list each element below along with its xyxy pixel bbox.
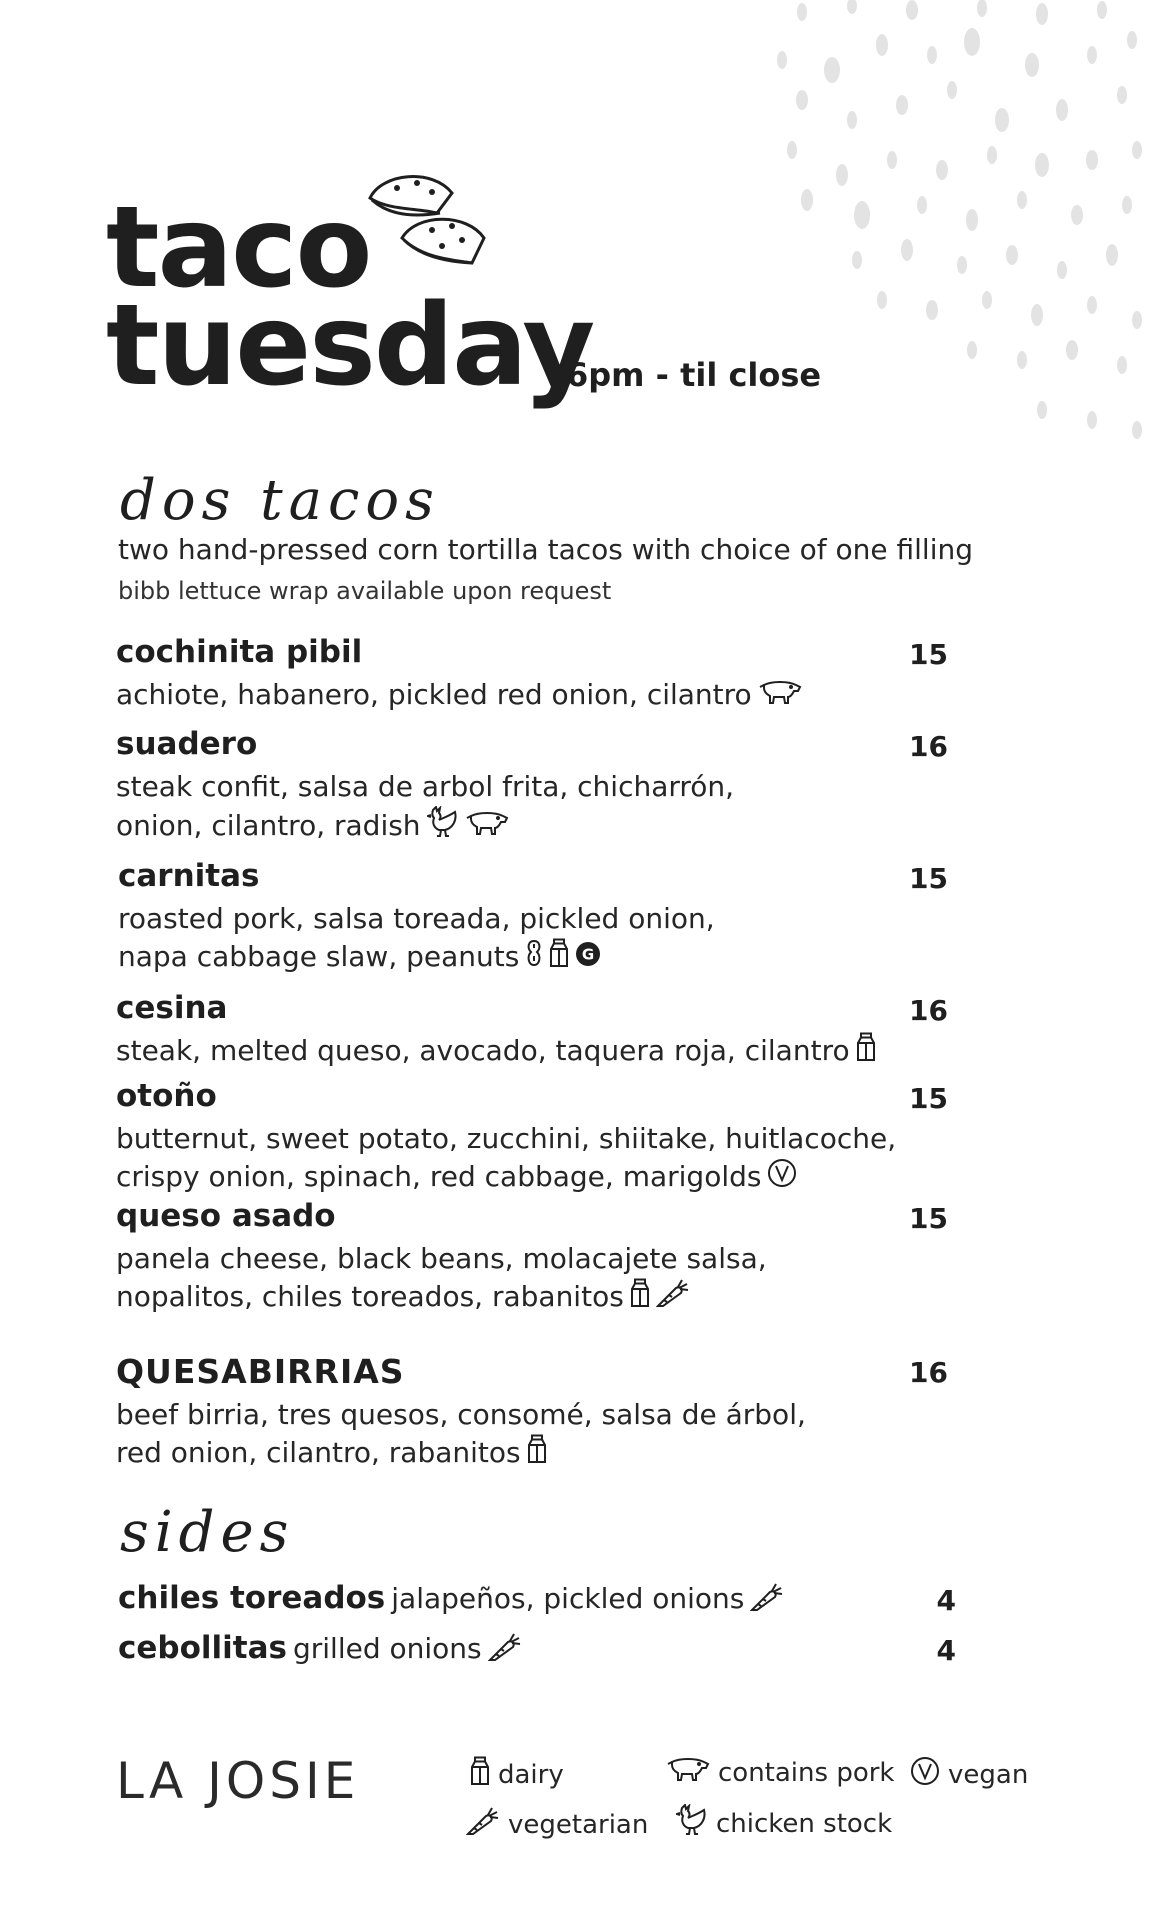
menu-item-price: 15 — [909, 1202, 948, 1235]
description-line — [116, 806, 916, 848]
section-heading-dos-tacos: dos tacos — [120, 468, 440, 533]
description-text: red onion, cilantro, rabanitos — [116, 1436, 521, 1469]
section-heading-sides: sides — [120, 1500, 295, 1565]
menu-item-name: suadero — [116, 726, 258, 762]
milk-icon — [856, 1032, 876, 1072]
legend-vegetarian-label: vegetarian — [508, 1809, 649, 1840]
description-text: butternut, sweet potato, zucchini, shiitake, huitlacoche, — [116, 1122, 897, 1155]
vegan-icon — [910, 1756, 940, 1793]
peanut-icon — [525, 939, 543, 977]
milk-icon — [470, 1756, 490, 1793]
side-item — [118, 1630, 522, 1669]
description-line — [116, 1240, 916, 1278]
description-line — [116, 1158, 916, 1198]
side-item-price: 4 — [936, 1634, 956, 1667]
description-text: achiote, habanero, pickled red onion, cilantro — [116, 678, 752, 711]
side-item-description: grilled onions — [292, 1632, 482, 1665]
carrot-icon — [488, 1632, 522, 1669]
menu-item-name: cochinita pibil — [116, 634, 363, 670]
quesabirrias-name: QUESABIRRIAS — [116, 1352, 405, 1391]
description-text: beef birria, tres quesos, consomé, salsa de árbol, — [116, 1398, 806, 1431]
vegan-icon — [767, 1158, 797, 1198]
g-badge-icon — [575, 939, 601, 977]
description-line — [116, 1120, 916, 1158]
side-item-name: chiles toreados — [118, 1580, 386, 1616]
legend-chicken-label: chicken stock — [716, 1808, 893, 1839]
milk-icon — [527, 1434, 547, 1474]
description-text: onion, cilantro, radish — [116, 809, 421, 842]
description-line — [118, 938, 918, 978]
pig-icon — [758, 677, 802, 715]
side-item — [118, 1580, 784, 1619]
tacos-note: bibb lettuce wrap available upon request — [118, 577, 612, 605]
menu-item-description — [118, 900, 918, 978]
menu-item-description — [116, 1240, 916, 1318]
description-line — [116, 1032, 916, 1072]
quesabirrias-price: 16 — [909, 1356, 948, 1389]
side-item-price: 4 — [936, 1584, 956, 1617]
menu-item-name: queso asado — [116, 1198, 336, 1234]
title-line-taco: taco — [106, 183, 371, 313]
menu-item-description — [116, 1032, 916, 1072]
menu-item-description — [116, 676, 916, 715]
description-line — [116, 768, 916, 806]
menu-item-description — [116, 768, 916, 848]
description-text: panela cheese, black beans, molacajete salsa, — [116, 1242, 767, 1275]
chicken-icon — [427, 806, 459, 848]
legend-vegan — [910, 1756, 1028, 1793]
legend-dairy — [470, 1756, 564, 1793]
pig-icon — [465, 808, 509, 846]
taco-illustration-icon — [362, 168, 492, 276]
menu-item-name: otoño — [116, 1078, 217, 1114]
description-text: crispy onion, spinach, red cabbage, marigolds — [116, 1160, 762, 1193]
description-line — [118, 900, 918, 938]
legend-dairy-label: dairy — [498, 1759, 564, 1790]
menu-item-description — [116, 1120, 916, 1198]
milk-icon — [549, 938, 569, 978]
hours-text: 6pm - til close — [566, 356, 822, 394]
carrot-icon — [656, 1278, 690, 1318]
dot-pattern-decoration — [682, 0, 1152, 470]
description-text: roasted pork, salsa toreada, pickled onion, — [118, 902, 715, 935]
menu-item-price: 16 — [909, 730, 948, 763]
menu-item-price: 16 — [909, 994, 948, 1027]
side-item-name: cebollitas — [118, 1630, 287, 1666]
menu-item-price: 15 — [909, 638, 948, 671]
description-line — [116, 676, 916, 715]
quesabirrias-description — [116, 1396, 916, 1474]
tacos-subtitle: two hand-pressed corn tortilla tacos with choice of one filling — [118, 533, 974, 566]
milk-icon — [630, 1278, 650, 1318]
pig-icon — [666, 1756, 710, 1789]
legend-pork — [666, 1756, 894, 1789]
menu-item-price: 15 — [909, 862, 948, 895]
legend-vegan-label: vegan — [948, 1759, 1029, 1790]
menu-item-name: cesina — [116, 990, 228, 1026]
description-text: steak confit, salsa de arbol frita, chicharrón, — [116, 770, 735, 803]
chicken-icon — [676, 1804, 708, 1843]
menu-item-name: carnitas — [118, 858, 260, 894]
description-text: nopalitos, chiles toreados, rabanitos — [116, 1280, 624, 1313]
description-line — [116, 1278, 916, 1318]
carrot-icon — [466, 1806, 500, 1843]
la-josie-logo: LA JOSIE — [116, 1752, 360, 1810]
carrot-icon — [750, 1582, 784, 1619]
legend-pork-label: contains pork — [718, 1757, 895, 1788]
svg-text:G: G — [582, 945, 595, 964]
legend-vegetarian — [466, 1806, 648, 1843]
menu-item-price: 15 — [909, 1082, 948, 1115]
description-line — [116, 1434, 916, 1474]
side-item-description: jalapeños, pickled onions — [391, 1582, 745, 1615]
title-line-tuesday: tuesday — [106, 281, 594, 411]
description-text: napa cabbage slaw, peanuts — [118, 940, 520, 973]
legend-chicken — [676, 1804, 892, 1843]
description-line — [116, 1396, 916, 1434]
description-text: steak, melted queso, avocado, taquera roja, cilantro — [116, 1034, 850, 1067]
